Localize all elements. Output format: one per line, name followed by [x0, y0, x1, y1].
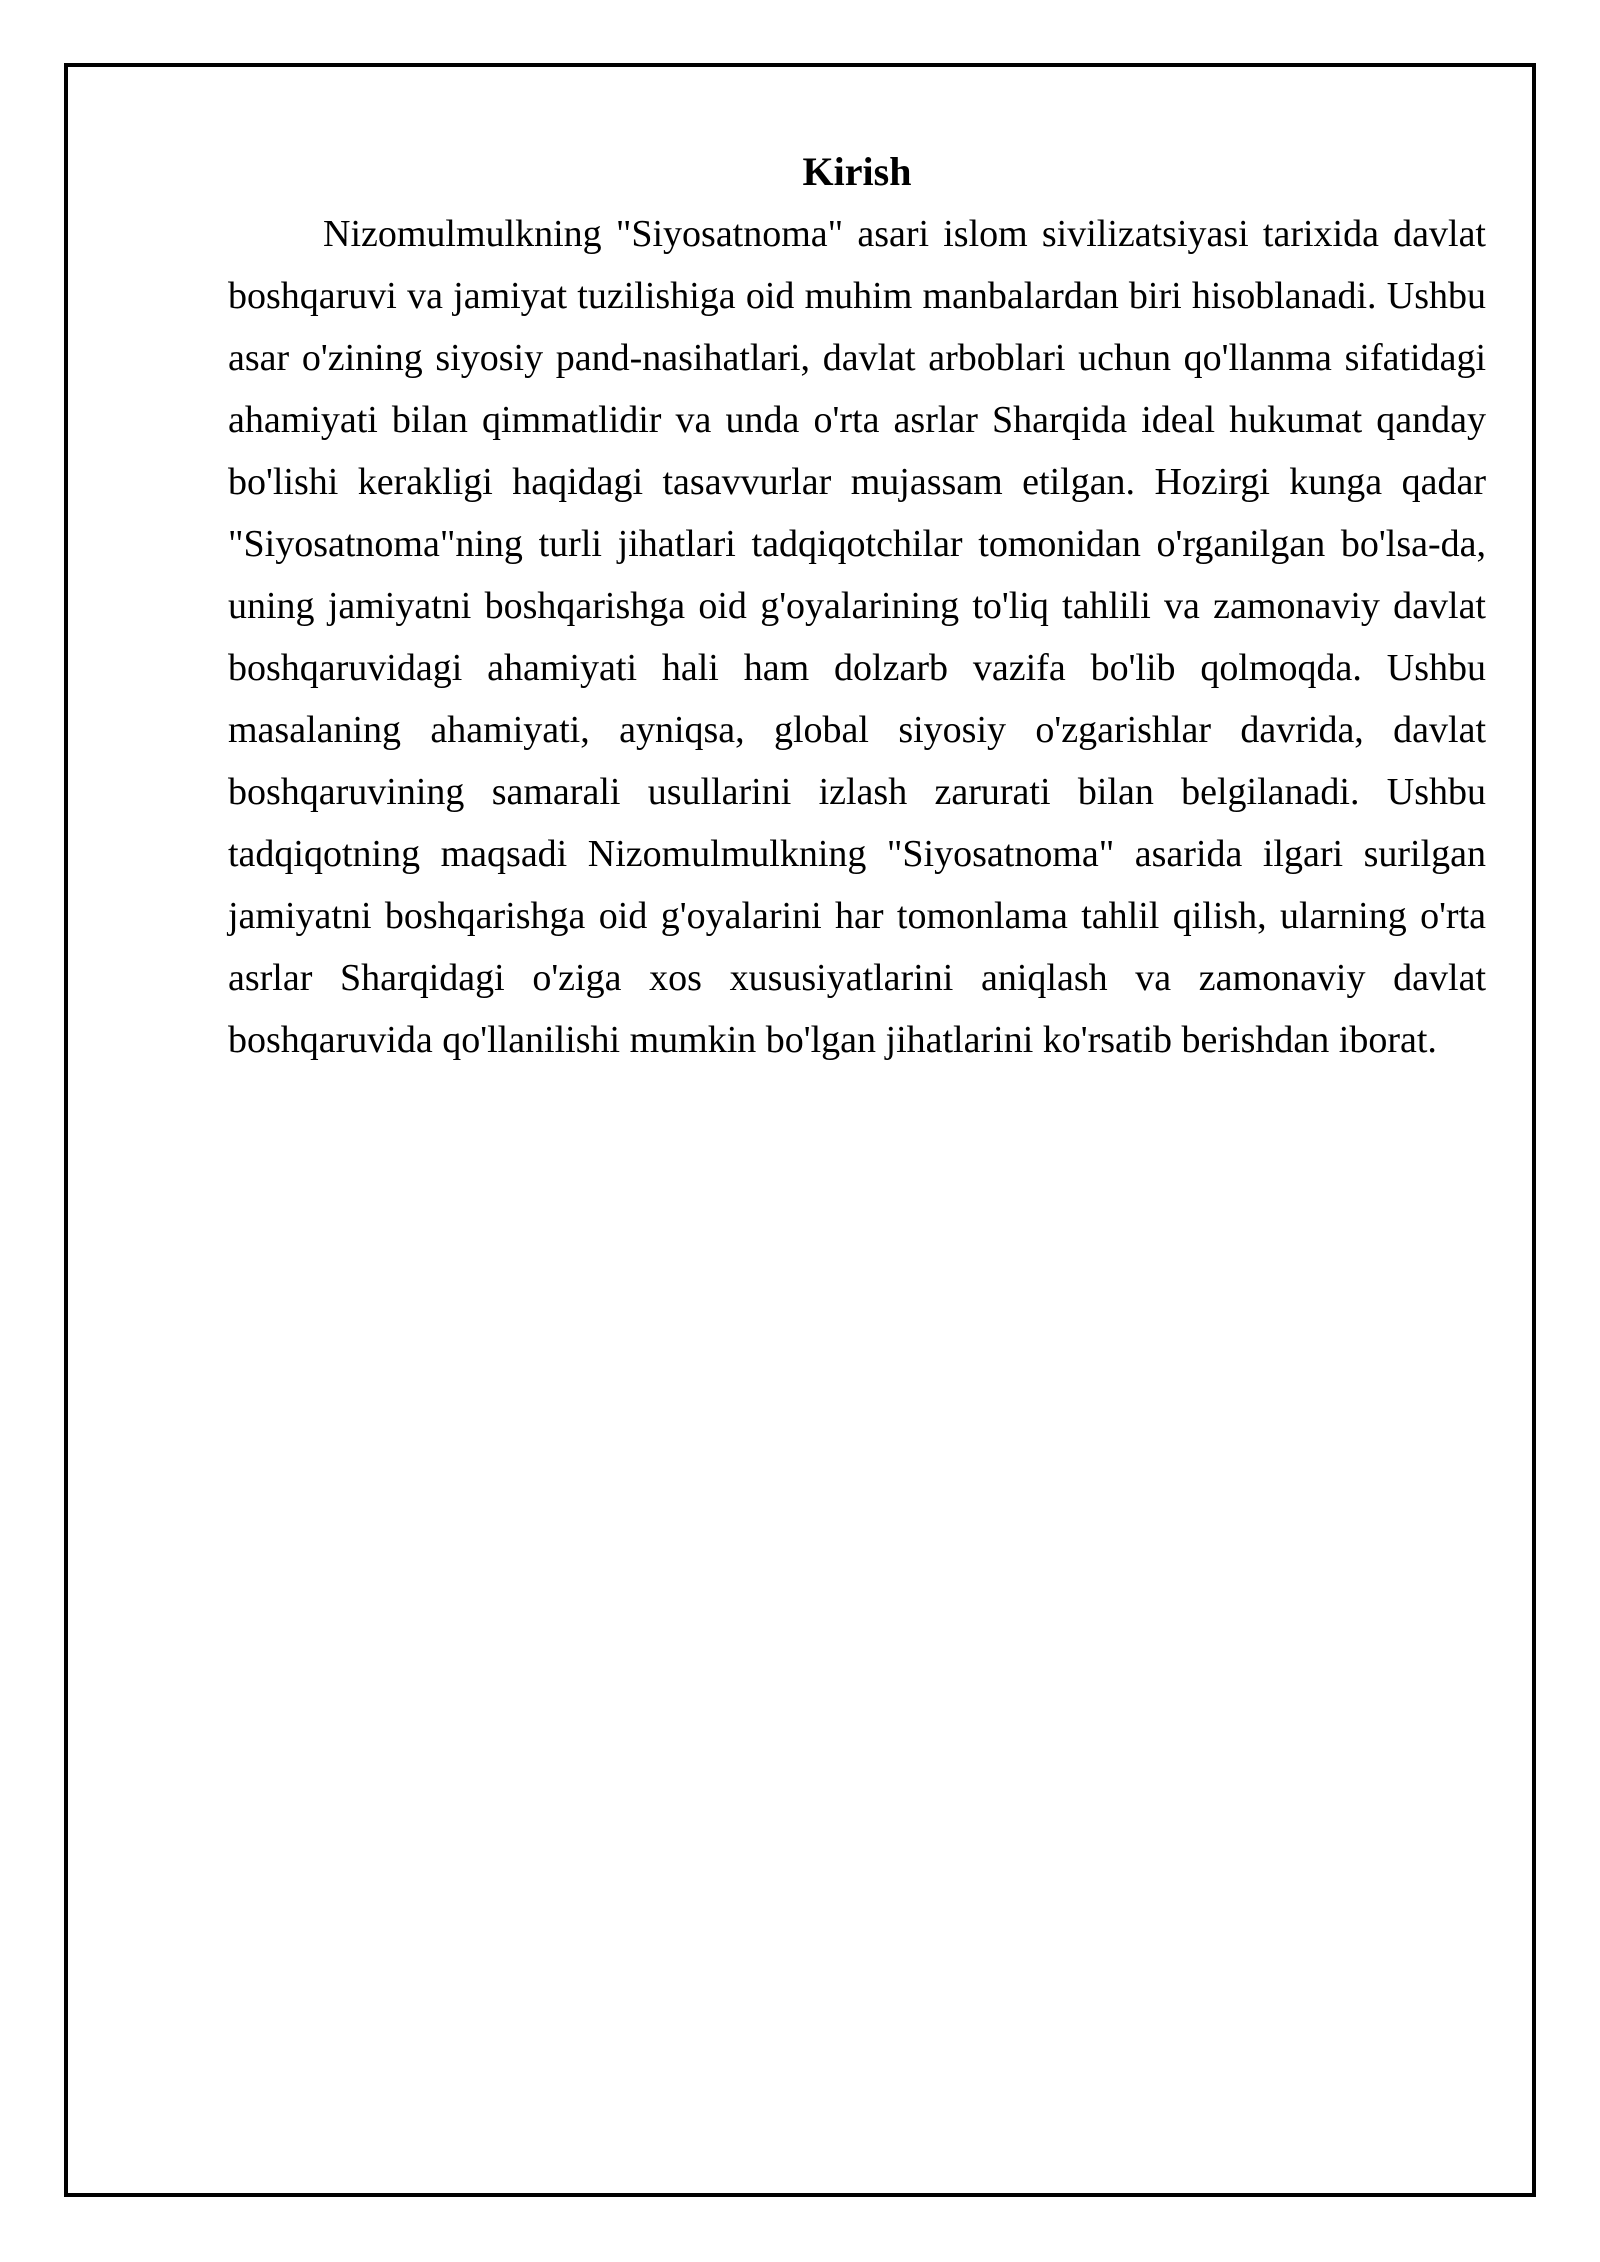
paragraph-line: asrlar Sharqidagi o'ziga xos xususiyatlarini aniqlash va zamonaviy davlat [228, 957, 1486, 999]
paragraph-line: masalaning ahamiyati, ayniqsa, global siyosiy o'zgarishlar davrida, davlat [228, 709, 1486, 751]
paragraph-line: asar o'zining siyosiy pand-nasihatlari, davlat arboblari uchun qo'llanma sifatidagi [228, 337, 1486, 379]
section-title: Kirish [802, 149, 912, 194]
paragraph-line: boshqaruvining samarali usullarini izlash zarurati bilan belgilanadi. Ushbu [228, 771, 1486, 813]
paragraph-line: boshqaruvidagi ahamiyati hali ham dolzarb vazifa bo'lib qolmoqda. Ushbu [228, 647, 1486, 689]
paragraph-line: bo'lishi kerakligi haqidagi tasavvurlar mujassam etilgan. Hozirgi kunga qadar [228, 461, 1486, 503]
intro-paragraph [228, 203, 1486, 1071]
paragraph-line: Nizomulmulkning "Siyosatnoma" asari islom sivilizatsiyasi tarixida davlat [323, 213, 1486, 255]
paragraph-line: ahamiyati bilan qimmatlidir va unda o'rta asrlar Sharqida ideal hukumat qanday [228, 399, 1486, 441]
paragraph-line: "Siyosatnoma"ning turli jihatlari tadqiqotchilar tomonidan o'rganilgan bo'lsa-da, [228, 523, 1486, 565]
paragraph-line: jamiyatni boshqarishga oid g'oyalarini har tomonlama tahlil qilish, ularning o'rta [228, 895, 1486, 937]
page-content [228, 141, 1486, 1071]
paragraph-line: uning jamiyatni boshqarishga oid g'oyalarining to'liq tahlili va zamonaviy davlat [228, 585, 1486, 627]
paragraph-line: tadqiqotning maqsadi Nizomulmulkning "Siyosatnoma" asarida ilgari surilgan [228, 833, 1486, 875]
paragraph-line: boshqaruvida qo'llanilishi mumkin bo'lgan jihatlarini ko'rsatib berishdan iborat. [228, 1019, 1437, 1061]
paragraph-line: boshqaruvi va jamiyat tuzilishiga oid muhim manbalardan biri hisoblanadi. Ushbu [228, 275, 1486, 317]
